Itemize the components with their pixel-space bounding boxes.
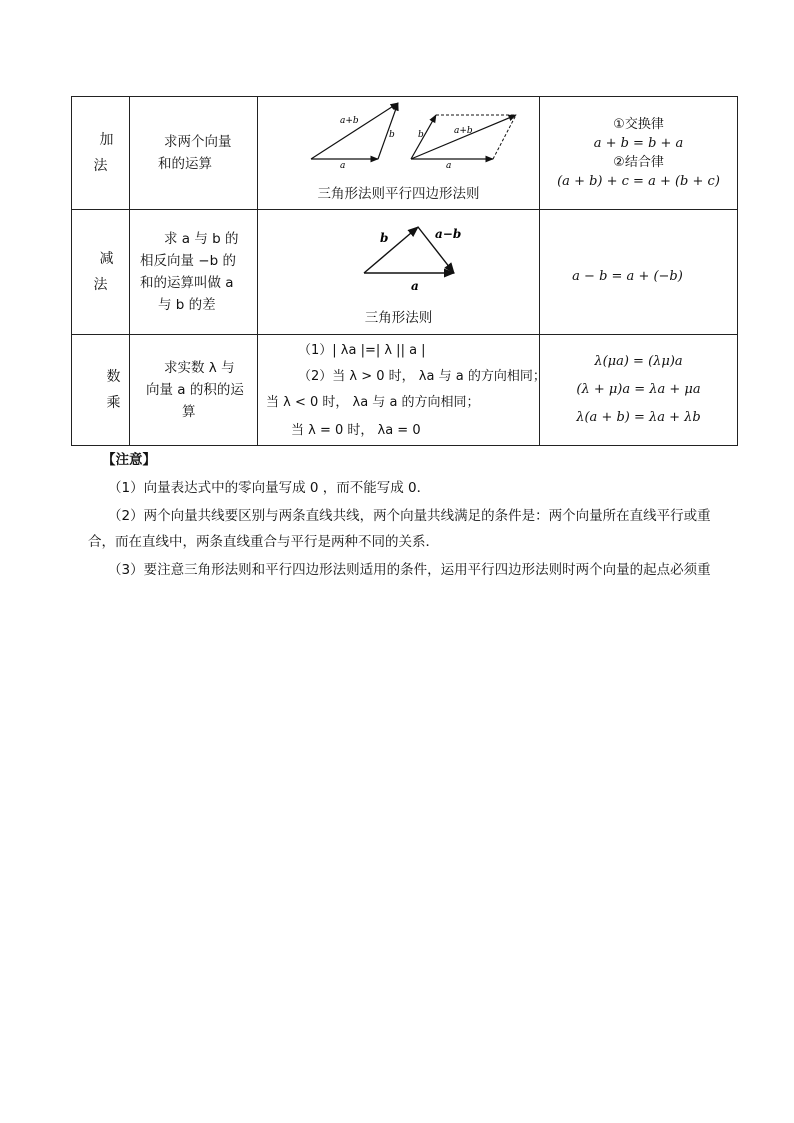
law-title: ①交换律 [613,117,664,133]
definition-line: 求两个向量 [164,134,232,151]
note-line: （2）两个向量共线要区别与两条直线共线，两个向量共线满足的条件是：两个向量所在直线平行或重 [108,508,711,524]
definition-line: 与 b 的差 [158,296,216,313]
definition-line: 求实数 λ 与 [164,359,235,376]
law-formula: λ(μa) = (λμ)a [594,353,683,369]
laws-cell [540,334,738,445]
note-line: 合，而在直线中，两条直线重合与平行是两种不同的关系． [88,534,439,550]
law-formula: λ(a + b) = λa + λb [576,409,701,425]
note-line: （1）向量表达式中的零向量写成 0 ，而不能写成 0． [108,480,431,496]
law-formula: (a + b) + c = a + (b + c) [557,174,720,190]
rule-line: 当 λ = 0 时， λa = 0 [291,422,421,438]
definition-line: 和的运算叫做 a [140,274,234,291]
definition-line: 相反向量 −b 的 [140,252,236,269]
operation-cell [72,97,130,210]
label-b: b [389,130,395,140]
law-formula: a − b = a + (−b) [572,269,683,285]
definition-cell [130,334,258,445]
operation-char-2: 乘 [106,394,121,411]
para-label-b: b [418,130,424,140]
definition-line: 向量 a 的积的运 [146,381,244,398]
notes-title: 【注意】 [102,452,156,468]
rules-cell [258,334,546,445]
addition-diagram [258,97,539,187]
operation-char-1: 加 [99,132,114,149]
para-sum-arrow [411,115,516,159]
vector-operations-table [71,96,738,446]
table-row-addition [72,97,738,210]
law-title: ②结合律 [613,155,664,171]
rule-line: （1）| λa |=| λ || a | [298,342,426,358]
definition-cell [130,210,258,334]
label-a: a [340,161,346,171]
table-row-scalar [72,334,738,445]
para-label-sum: a+b [454,126,473,136]
definition-line: 和的运算 [158,156,212,173]
rule-line: （2）当 λ > 0 时， λa 与 a 的方向相同； [298,368,546,384]
figure-cell [258,210,540,334]
rule-line: 当 λ < 0 时， λa 与 a 的方向相同； [266,394,480,410]
operation-char-1: 数 [106,368,121,385]
operation-char-2: 法 [93,158,108,175]
label-b: b [380,231,389,246]
laws-cell [540,210,738,334]
vector-sum-arrow [311,103,398,159]
figure-cell [258,97,540,210]
label-diff: a−b [435,227,462,242]
definition-cell [130,97,258,210]
para-label-a: a [446,161,452,171]
table-row-subtraction [72,210,738,334]
figure-caption: 三角形法则平行四边形法则 [317,186,480,202]
definition-line: 求 a 与 b 的 [164,230,239,247]
operation-cell [72,210,130,334]
law-formula: (λ + μ)a = λa + μa [576,381,701,397]
para-dashed-right [493,115,516,159]
operation-cell [72,334,130,445]
operation-char-1: 减 [99,250,114,267]
laws-cell [540,97,738,210]
definition-line: 算 [182,403,196,420]
label-a: a [411,279,419,294]
operation-char-2: 法 [93,276,108,293]
vector-b-arrow [378,103,398,159]
vector-b-arrow [364,227,418,273]
note-line: （3）要注意三角形法则和平行四边形法则适用的条件，运用平行四边形法则时两个向量的起点必须重 [108,562,711,578]
label-sum: a+b [340,116,359,126]
figure-caption: 三角形法则 [364,310,433,327]
subtraction-diagram [258,210,539,302]
law-formula: a + b = b + a [593,136,684,152]
